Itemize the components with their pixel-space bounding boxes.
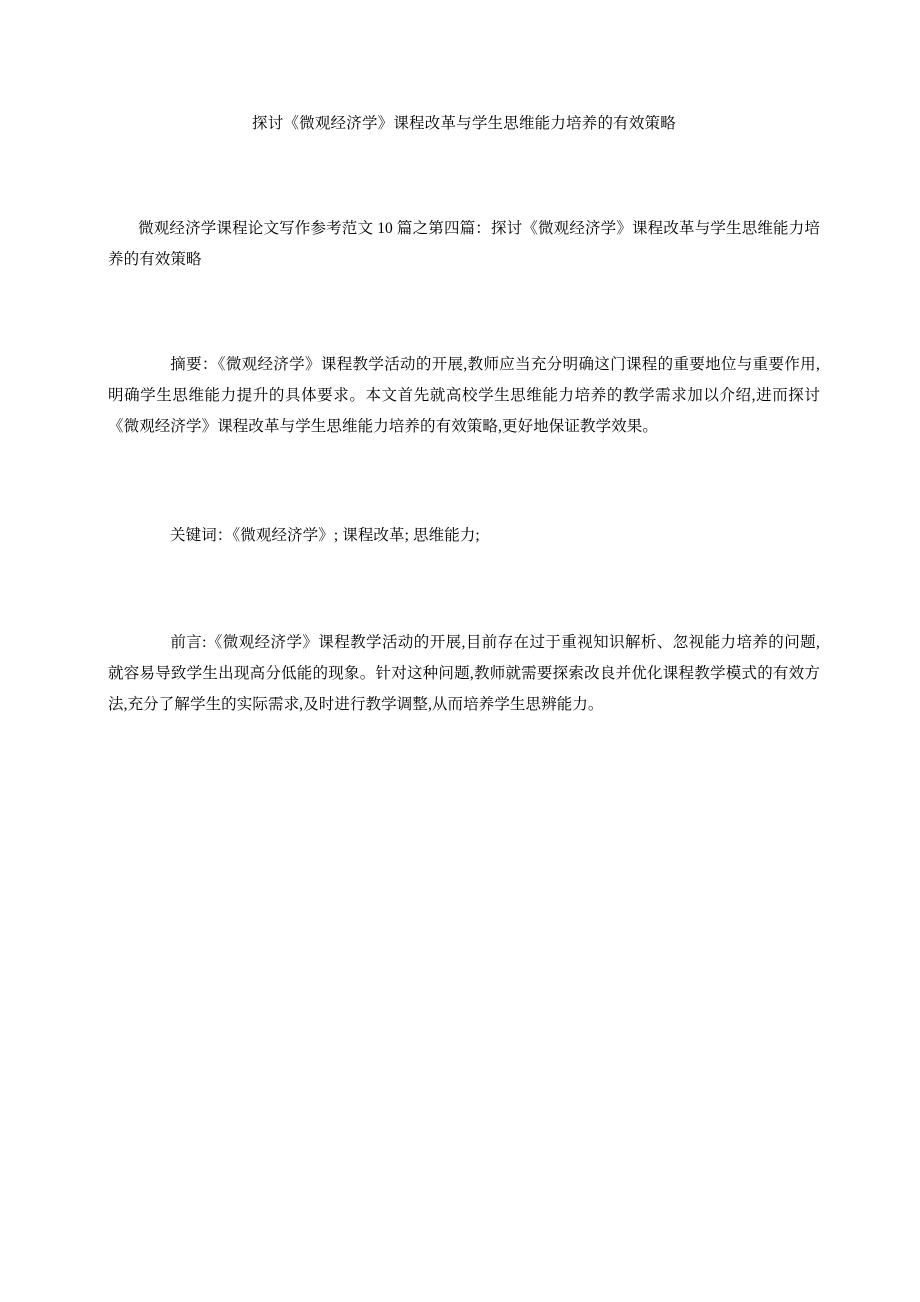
series-note-paragraph [108,213,820,275]
keywords-text: 关键词：《微观经济学》; 课程改革; 思维能力; [170,526,480,544]
foreword-text: 前言:《微观经济学》课程教学活动的开展,目前存在过于重视知识解析、忽视能力培养的问题,就容易导致学生出现高分低能的现象。针对这种问题,教师就需要探索改良并优化课程教学模式的有效方法,充分了解学生的实际需求,及时进行教学调整,从而培养学生思辨能力。 [108,633,820,713]
abstract-text: 摘要：《微观经济学》课程教学活动的开展,教师应当充分明确这门课程的重要地位与重要作用,明确学生思维能力提升的具体要求。本文首先就高校学生思维能力培养的教学需求加以介绍,进而探讨《微观经济学》课程改革与学生思维能力培养的有效策略,更好地保证教学效果。 [108,355,820,435]
document-body [108,0,820,735]
foreword-paragraph [108,627,820,720]
series-note-text: 微观经济学课程论文写作参考范文 10 篇之第四篇：探讨《微观经济学》课程改革与学生思维能力培养的有效策略 [108,219,820,268]
abstract-paragraph [108,349,820,442]
keywords-paragraph [108,520,820,551]
page-title: 探讨《微观经济学》课程改革与学生思维能力培养的有效策略 [252,115,676,132]
